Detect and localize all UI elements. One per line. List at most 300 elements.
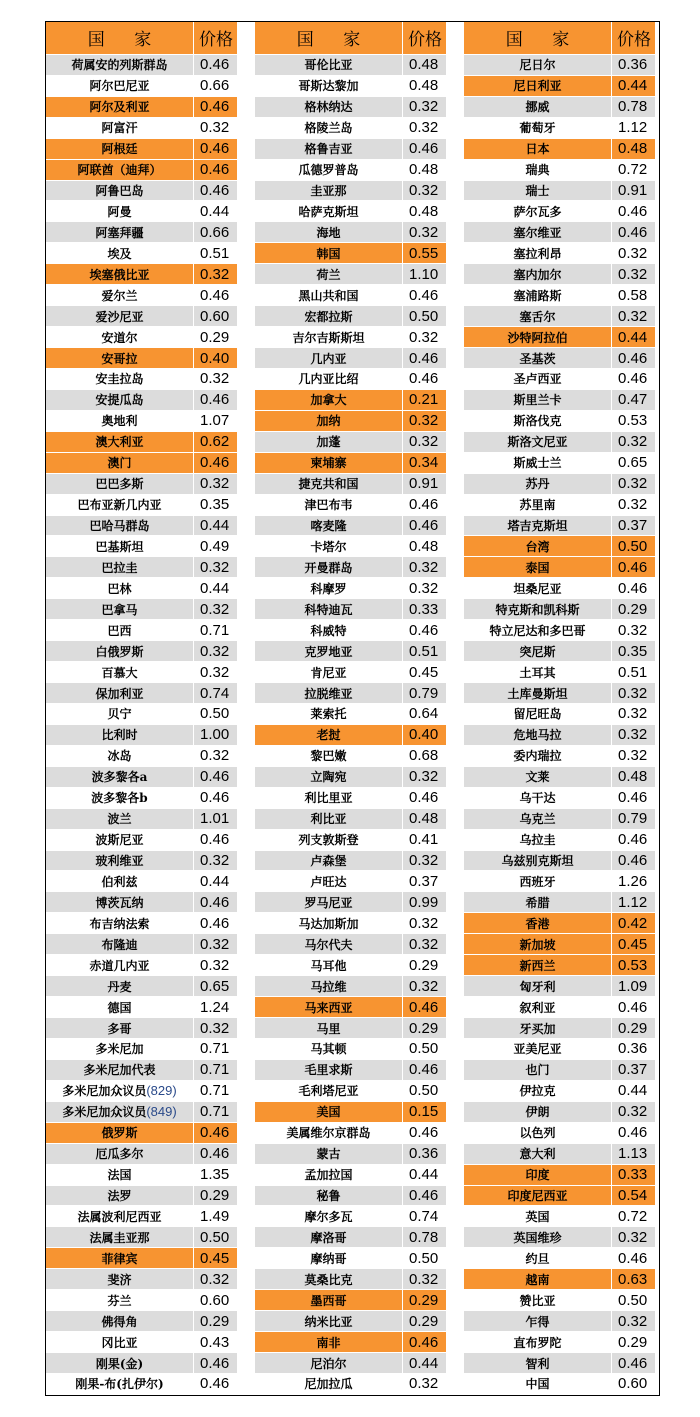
table-row — [46, 495, 237, 516]
table-row — [464, 1374, 655, 1395]
price-value: 0.71 — [194, 620, 237, 641]
country-label: 格陵兰岛 — [304, 121, 353, 136]
table-row — [46, 767, 237, 788]
country-name — [255, 118, 403, 139]
country-label: 多米尼加众议员 — [62, 1084, 147, 1099]
table-row — [46, 1165, 237, 1186]
price-value: 0.66 — [194, 222, 237, 243]
price-value: 0.78 — [403, 1227, 446, 1248]
table-row — [46, 662, 237, 683]
price-value: 0.46 — [403, 1123, 446, 1144]
table-row — [255, 1374, 446, 1395]
price-value: 0.46 — [194, 1374, 237, 1395]
table-row — [255, 1353, 446, 1374]
price-value: 0.44 — [612, 1081, 655, 1102]
price-value: 0.74 — [403, 1206, 446, 1227]
price-value: 0.53 — [612, 411, 655, 432]
country-label: 刚果-布(扎伊尔) — [75, 1377, 164, 1392]
price-value: 0.46 — [403, 788, 446, 809]
country-name — [46, 201, 194, 222]
country-label: 科特迪瓦 — [304, 602, 353, 617]
country-label: 波兰 — [107, 812, 132, 827]
price-value: 0.71 — [194, 1039, 237, 1060]
country-label: 英国 — [525, 1209, 550, 1224]
country-name — [464, 327, 612, 348]
country-label: 俄罗斯 — [101, 1126, 138, 1141]
country-name — [46, 1186, 194, 1207]
country-name — [255, 264, 403, 285]
price-value: 0.46 — [612, 1123, 655, 1144]
price-value: 0.46 — [403, 495, 446, 516]
country-label: 伊朗 — [525, 1105, 550, 1120]
price-value: 0.40 — [403, 725, 446, 746]
price-value: 0.46 — [194, 160, 237, 181]
table-row — [46, 201, 237, 222]
price-value: 0.46 — [403, 139, 446, 160]
table-row — [46, 830, 237, 851]
country-label: 荷兰 — [316, 267, 341, 282]
country-label: 葡萄牙 — [519, 121, 556, 136]
country-name — [46, 348, 194, 369]
country-name — [255, 181, 403, 202]
table-row — [46, 746, 237, 767]
country-name — [255, 411, 403, 432]
table-row — [46, 264, 237, 285]
country-name — [255, 1123, 403, 1144]
table-row — [46, 1060, 237, 1081]
price-value: 0.37 — [403, 871, 446, 892]
price-value: 0.45 — [194, 1248, 237, 1269]
table-row — [46, 1081, 237, 1102]
country-label: 巴哈马群岛 — [89, 519, 150, 533]
country-label: 意大利 — [519, 1147, 556, 1162]
table-row — [255, 243, 446, 264]
country-name — [255, 892, 403, 913]
country-label: 坦桑尼亚 — [513, 581, 562, 596]
price-value: 0.32 — [194, 557, 237, 578]
country-label: 摩洛哥 — [310, 1230, 347, 1245]
price-value: 0.32 — [194, 641, 237, 662]
price-value: 0.50 — [403, 1081, 446, 1102]
country-name — [464, 1018, 612, 1039]
country-label: 尼日利亚 — [513, 79, 562, 94]
country-label: 佛得角 — [101, 1314, 138, 1329]
price-value: 0.32 — [194, 1018, 237, 1039]
table-row — [255, 264, 446, 285]
country-name — [255, 369, 403, 390]
country-label: 危地马拉 — [513, 728, 562, 743]
table-row — [255, 1144, 446, 1165]
country-name — [46, 411, 194, 432]
country-label: 文莱 — [525, 770, 550, 785]
country-name — [464, 1374, 612, 1395]
table-row — [464, 1039, 655, 1060]
country-label: 毛利塔尼亚 — [298, 1084, 359, 1099]
country-name — [464, 118, 612, 139]
country-label: 圣基茨 — [519, 351, 556, 366]
table-row — [255, 181, 446, 202]
country-name — [46, 725, 194, 746]
price-value: 0.15 — [403, 1102, 446, 1123]
table-row — [46, 306, 237, 327]
country-label: 博茨瓦纳 — [95, 895, 144, 910]
price-value: 0.53 — [612, 955, 655, 976]
table-row — [46, 1269, 237, 1290]
country-label: 马来西亚 — [304, 1000, 353, 1015]
price-value: 0.79 — [403, 683, 446, 704]
table-row — [255, 1102, 446, 1123]
price-value: 0.29 — [194, 327, 237, 348]
country-label: 阿联酋（迪拜） — [77, 163, 162, 178]
country-name — [464, 997, 612, 1018]
country-label: 阿根廷 — [101, 142, 138, 157]
table-row — [464, 243, 655, 264]
table-row — [255, 704, 446, 725]
price-value: 0.36 — [612, 55, 655, 76]
country-label: 英国维珍 — [513, 1230, 562, 1245]
country-name — [46, 1102, 194, 1123]
country-name — [464, 746, 612, 767]
price-value: 0.32 — [403, 222, 446, 243]
price-value: 0.74 — [194, 683, 237, 704]
country-name — [464, 201, 612, 222]
price-value: 0.46 — [194, 1353, 237, 1374]
price-value: 0.46 — [194, 1123, 237, 1144]
country-name — [464, 160, 612, 181]
country-name — [255, 599, 403, 620]
table-row — [46, 118, 237, 139]
country-name — [255, 1206, 403, 1227]
country-label: 柬埔寨 — [310, 456, 347, 471]
price-value: 0.72 — [612, 1206, 655, 1227]
table-row — [255, 160, 446, 181]
country-name — [46, 1248, 194, 1269]
price-value: 0.48 — [612, 767, 655, 788]
price-value: 0.29 — [194, 1186, 237, 1207]
country-label: 马里 — [316, 1021, 341, 1036]
table-row — [464, 1123, 655, 1144]
table-row — [255, 1039, 446, 1060]
price-value: 0.49 — [194, 536, 237, 557]
country-name — [255, 285, 403, 306]
price-value: 0.46 — [612, 578, 655, 599]
price-value: 0.46 — [403, 1332, 446, 1353]
table-row — [464, 285, 655, 306]
country-name — [46, 1269, 194, 1290]
country-name — [255, 1227, 403, 1248]
table-row — [46, 599, 237, 620]
country-name — [464, 1060, 612, 1081]
country-name — [255, 620, 403, 641]
country-label: 巴拉圭 — [101, 560, 138, 575]
country-name — [464, 1311, 612, 1332]
country-label: 亚美尼亚 — [513, 1042, 562, 1057]
table-row — [46, 851, 237, 872]
country-name — [255, 348, 403, 369]
price-value: 0.32 — [612, 495, 655, 516]
price-value: 0.71 — [194, 1102, 237, 1123]
price-value: 0.46 — [612, 557, 655, 578]
table-row — [46, 1248, 237, 1269]
country-name — [255, 306, 403, 327]
table-row — [464, 474, 655, 495]
table-row — [46, 976, 237, 997]
table-row — [464, 704, 655, 725]
table-row — [255, 976, 446, 997]
table-row — [46, 641, 237, 662]
table-row — [255, 913, 446, 934]
price-value: 0.32 — [403, 767, 446, 788]
table-row — [255, 1227, 446, 1248]
country-label: 阿富汗 — [101, 121, 138, 136]
price-value: 1.13 — [612, 1144, 655, 1165]
country-name — [46, 641, 194, 662]
country-label: 安圭拉岛 — [95, 372, 144, 387]
table-row — [255, 1018, 446, 1039]
country-label: 巴巴多斯 — [95, 477, 144, 492]
table-row — [464, 1060, 655, 1081]
country-name — [464, 495, 612, 516]
price-value: 0.46 — [403, 997, 446, 1018]
table-row — [255, 76, 446, 97]
table-row — [46, 683, 237, 704]
price-value: 0.29 — [612, 599, 655, 620]
table-row — [255, 1186, 446, 1207]
price-value: 0.29 — [403, 955, 446, 976]
country-label: 拉脱维亚 — [304, 686, 353, 701]
price-value: 0.46 — [403, 516, 446, 537]
price-value: 0.46 — [194, 390, 237, 411]
price-value: 0.32 — [194, 851, 237, 872]
country-label: 匈牙利 — [519, 979, 556, 994]
country-label: 泰国 — [525, 560, 550, 575]
country-note: (849) — [146, 1104, 177, 1120]
country-name — [46, 913, 194, 934]
table-row — [255, 851, 446, 872]
country-name — [464, 1039, 612, 1060]
country-name — [464, 139, 612, 160]
country-name — [464, 557, 612, 578]
price-value: 0.44 — [612, 327, 655, 348]
table-row — [464, 201, 655, 222]
price-value: 0.32 — [403, 1374, 446, 1395]
country-name — [464, 934, 612, 955]
price-value: 0.46 — [612, 348, 655, 369]
table-row — [464, 1248, 655, 1269]
price-value: 0.47 — [612, 390, 655, 411]
table-row — [46, 1018, 237, 1039]
country-name — [464, 1123, 612, 1144]
country-name — [255, 683, 403, 704]
price-value: 0.71 — [194, 1060, 237, 1081]
country-label: 保加利亚 — [95, 686, 144, 701]
table-header-row — [464, 22, 655, 55]
price-value: 0.50 — [403, 1039, 446, 1060]
country-label: 赞比亚 — [519, 1293, 556, 1308]
price-value: 0.65 — [612, 453, 655, 474]
header-price: 价格 — [612, 22, 655, 55]
table-row — [464, 369, 655, 390]
price-value: 0.32 — [403, 327, 446, 348]
country-label: 塞浦路斯 — [513, 288, 562, 303]
country-label: 克罗地亚 — [304, 644, 353, 659]
country-name — [46, 1144, 194, 1165]
country-name — [46, 139, 194, 160]
price-value: 0.48 — [403, 809, 446, 830]
price-value: 0.46 — [612, 997, 655, 1018]
country-name — [464, 536, 612, 557]
price-value: 0.63 — [612, 1269, 655, 1290]
country-name — [464, 516, 612, 537]
table-row — [255, 201, 446, 222]
country-label: 列支敦斯登 — [298, 833, 359, 848]
header-price: 价格 — [403, 22, 446, 55]
price-value: 0.32 — [612, 704, 655, 725]
country-name — [464, 913, 612, 934]
table-row — [464, 536, 655, 557]
country-name — [46, 1018, 194, 1039]
price-value: 0.44 — [194, 516, 237, 537]
country-name — [255, 976, 403, 997]
country-label: 布隆迪 — [101, 937, 138, 952]
country-name — [46, 243, 194, 264]
price-value: 0.36 — [403, 1144, 446, 1165]
table-row — [464, 181, 655, 202]
price-value: 0.46 — [194, 892, 237, 913]
country-name — [46, 327, 194, 348]
table-row — [46, 725, 237, 746]
country-label: 纳米比亚 — [304, 1314, 353, 1329]
country-label: 科摩罗 — [310, 581, 347, 596]
price-value: 0.46 — [612, 1353, 655, 1374]
price-value: 0.45 — [403, 662, 446, 683]
price-value: 0.46 — [612, 851, 655, 872]
country-label: 几内亚 — [310, 351, 347, 366]
country-name — [464, 369, 612, 390]
table-row — [464, 118, 655, 139]
table-row — [255, 599, 446, 620]
table-row — [255, 432, 446, 453]
country-name — [255, 55, 403, 76]
table-row — [46, 955, 237, 976]
country-name — [464, 1186, 612, 1207]
price-value: 0.72 — [612, 160, 655, 181]
price-value: 0.32 — [612, 1311, 655, 1332]
country-label: 沙特阿拉伯 — [507, 330, 568, 345]
table-row — [46, 222, 237, 243]
country-name — [464, 809, 612, 830]
price-value: 0.32 — [403, 976, 446, 997]
country-name — [464, 348, 612, 369]
country-name — [464, 1102, 612, 1123]
country-label: 马尔代夫 — [304, 937, 353, 952]
country-name — [46, 264, 194, 285]
country-name — [464, 222, 612, 243]
table-row — [255, 139, 446, 160]
table-row — [255, 306, 446, 327]
country-name — [46, 662, 194, 683]
country-name — [464, 871, 612, 892]
price-value: 1.12 — [612, 892, 655, 913]
country-label: 斯里兰卡 — [513, 393, 562, 408]
price-value: 0.32 — [612, 306, 655, 327]
country-label: 利比里亚 — [304, 791, 353, 806]
country-name — [255, 1248, 403, 1269]
table-column — [237, 22, 446, 1395]
country-label: 爱尔兰 — [101, 288, 138, 303]
country-name — [464, 76, 612, 97]
country-name — [255, 1102, 403, 1123]
table-row — [255, 495, 446, 516]
country-name — [46, 432, 194, 453]
price-value: 0.32 — [194, 474, 237, 495]
table-row — [464, 1227, 655, 1248]
country-label: 布吉纳法索 — [89, 916, 150, 931]
country-label: 多米尼加众议员 — [62, 1105, 147, 1120]
country-name — [255, 1081, 403, 1102]
country-label: 几内亚比绍 — [298, 372, 359, 387]
table-row — [255, 369, 446, 390]
country-name — [255, 327, 403, 348]
country-name — [255, 955, 403, 976]
country-label: 巴拿马 — [101, 602, 138, 617]
price-value: 0.58 — [612, 285, 655, 306]
country-name — [464, 683, 612, 704]
country-label: 斯威士兰 — [513, 456, 562, 471]
table-row — [46, 139, 237, 160]
country-label: 波多黎各a — [91, 770, 148, 785]
table-row — [255, 788, 446, 809]
table-row — [255, 934, 446, 955]
country-label: 巴林 — [107, 581, 132, 596]
price-value: 0.34 — [403, 453, 446, 474]
table-row — [255, 327, 446, 348]
country-label: 乍得 — [525, 1314, 550, 1329]
country-name — [46, 1290, 194, 1311]
country-name — [255, 1186, 403, 1207]
country-name — [464, 1227, 612, 1248]
price-value: 0.46 — [403, 1060, 446, 1081]
table-row — [464, 641, 655, 662]
country-name — [255, 830, 403, 851]
country-name — [464, 411, 612, 432]
country-name — [46, 704, 194, 725]
country-name — [464, 97, 612, 118]
table-row — [464, 1186, 655, 1207]
table-row — [464, 495, 655, 516]
country-label: 南非 — [316, 1335, 341, 1350]
table-row — [46, 432, 237, 453]
country-label: 赤道几内亚 — [89, 958, 150, 973]
price-value: 0.46 — [194, 830, 237, 851]
price-value: 0.43 — [194, 1332, 237, 1353]
country-name — [46, 1227, 194, 1248]
country-name — [46, 871, 194, 892]
table-row — [255, 1332, 446, 1353]
price-value: 0.44 — [194, 201, 237, 222]
country-label: 安道尔 — [101, 330, 138, 345]
table-row — [46, 1102, 237, 1123]
table-row — [255, 285, 446, 306]
country-name — [255, 851, 403, 872]
price-value: 0.32 — [403, 557, 446, 578]
country-name — [46, 1165, 194, 1186]
price-value: 0.29 — [403, 1018, 446, 1039]
country-name — [46, 620, 194, 641]
country-name — [255, 390, 403, 411]
country-label: 约旦 — [525, 1251, 550, 1266]
table-row — [46, 285, 237, 306]
